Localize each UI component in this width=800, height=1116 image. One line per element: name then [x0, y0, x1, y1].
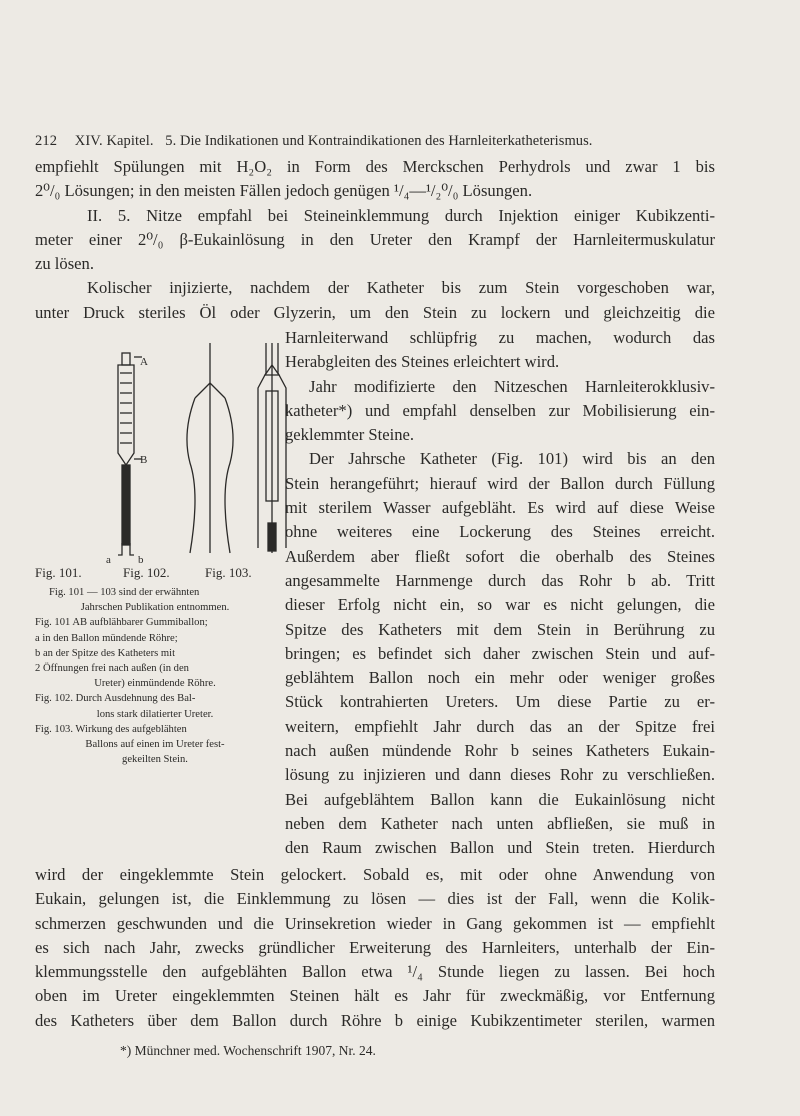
section-title: 5. Die Indikationen und Kontraindikationen des Harnleiterkatheterismus. — [165, 133, 593, 149]
side-paragraphs — [285, 326, 715, 861]
text-line: oben im Ureter eingeklemmten Steinen hält es Jahr für zweckmäßig, vor Entfernung — [35, 986, 715, 1006]
text-line: dieser Erfolg nicht ein, so war es nicht gelungen, die — [285, 595, 715, 615]
text-line: zu lösen. — [35, 254, 94, 274]
fig-101-label: Fig. 101. — [35, 565, 82, 580]
text-line: schmerzen geschwunden und die Urinsekretion wieder in Gang gekommen ist — empfiehlt — [35, 913, 715, 933]
label-a: a — [106, 554, 111, 566]
text-line: bringen; es befindet sich daher zwischen Stein und auf- — [285, 643, 715, 663]
text-line: angesammelte Harnmenge durch das Rohr b ab. Tritt — [285, 570, 715, 590]
label-A: A — [140, 356, 148, 368]
text-line: Herabgleiten des Steines erleichtert wird. — [285, 352, 560, 372]
text-line: geklemmter Steine. — [285, 425, 415, 445]
caption-line: Fig. 101 — 103 sind der erwähnten — [49, 587, 200, 598]
text-line: den Raum zwischen Ballon und Stein treten. Hierdurch — [285, 838, 715, 858]
fig-102-label: Fig. 102. — [123, 565, 170, 580]
text-line: wird der eingeklemmte Stein gelockert. Sobald es, mit oder ohne Anwendung von — [35, 865, 715, 884]
text-line: es sich nach Jahr, zwecks gründlicher Erweiterung des Harnleiters, unterhalb der Ein- — [35, 937, 715, 957]
fig-103-label: Fig. 103. — [205, 565, 252, 580]
text-line: geblähtem Ballon noch ein mehr oder weniger großes — [285, 668, 715, 688]
caption-line: b an der Spitze des Katheters mit — [35, 647, 176, 659]
chapter-label: XIV. Kapitel. — [74, 133, 154, 149]
bottom-paragraphs — [35, 863, 715, 1033]
text-line: Außerdem aber fließt sofort die oberhalb des Steines — [285, 546, 715, 566]
text-line: Jahr modifizierte den Nitzeschen Harnleiterokklusiv- — [309, 376, 715, 396]
text-line: mit sterilem Wasser aufgebläht. Es wird auf diese Weise — [285, 498, 715, 518]
text-line: Spitze des Katheters mit dem Stein in Berührung zu — [285, 619, 715, 639]
running-head — [35, 133, 715, 150]
footnote: *) Münchner med. Wochenschrift 1907, Nr. 24. — [120, 1043, 376, 1058]
text-line: empfiehlt Spülungen mit H₂O₂ in Form des Merckschen Perhydrols und zwar 1 bis — [35, 157, 715, 176]
catheter-figures — [100, 343, 290, 568]
caption-line: Fig. 101 AB aufblähbarer Gummiballon; — [35, 617, 208, 629]
label-B: B — [140, 454, 148, 466]
text-line: katheter*) und empfahl denselben zur Mobilisierung ein- — [285, 400, 715, 420]
text-line: 2⁰/₀ Lösungen; in den meisten Fällen jedoch genügen ¹/₄—¹/₂⁰/₀ Lösungen. — [35, 181, 533, 201]
caption-line: Fig. 102. Durch Ausdehnung des Bal- — [35, 693, 196, 705]
caption-line: a in den Ballon mündende Röhre; — [35, 632, 178, 644]
caption-line: Fig. 103. Wirkung des aufgeblähten — [35, 723, 187, 735]
top-paragraphs — [35, 155, 715, 325]
text-line: lösung zu injizieren und dann dieses Rohr zu verschließen. — [285, 765, 715, 785]
text-line: Kolischer injizierte, nachdem der Katheter bis zum Stein vorgeschoben war, — [87, 278, 715, 298]
caption-line: 2 Öffnungen frei nach außen (in den — [35, 663, 189, 675]
caption-line: Jahrschen Publikation entnommen. — [80, 602, 230, 614]
caption-line: lons stark dilatierter Ureter. — [96, 708, 214, 720]
text-line: nach außen mündende Rohr b seines Katheters Eukain- — [285, 741, 715, 761]
catheter-illustration — [100, 343, 290, 568]
text-line: weitern, empfiehlt Jahr durch das an der Spitze frei — [285, 716, 715, 736]
caption-line: gekeilten Stein. — [122, 754, 188, 766]
text-line: Stück kontrahierten Ureters. Um diese Partie zu er- — [285, 692, 715, 712]
caption-line: Ballons auf einen im Ureter fest- — [85, 739, 225, 751]
text-line: unter Druck steriles Öl oder Glyzerin, um den Stein zu lockern und gleichzeitig die — [35, 302, 715, 322]
text-line: ohne weiteres eine Lockerung des Steines erreicht. — [285, 522, 715, 542]
text-line: Bei aufgeblähtem Ballon kann die Eukainlösung nicht — [285, 789, 715, 809]
text-line: Eukain, gelungen ist, die Einklemmung zu lösen — dies ist der Fall, wenn die Kolik- — [35, 889, 715, 909]
text-line: neben dem Katheter nach unten abfließen, sie muß in — [285, 813, 715, 833]
text-line: meter einer 2⁰/₀ β-Eukainlösung in den Ureter den Krampf der Harnleitermuskulatur — [35, 229, 715, 249]
text-line: klemmungsstelle den aufgeblähten Ballon etwa ¹/₄ Stunde liegen zu lassen. Bei hoch — [35, 962, 715, 982]
text-line: II. 5. Nitze empfahl bei Steineinklemmung durch Injektion einiger Kubikzenti- — [87, 205, 715, 225]
text-line: des Katheters über dem Ballon durch Röhre b einige Kubikzentimeter sterilen, warmen — [35, 1010, 715, 1030]
text-line: Der Jahrsche Katheter (Fig. 101) wird bis an den — [309, 449, 715, 469]
page-number: 212 — [35, 133, 58, 149]
text-line: Stein herangeführt; hierauf wird der Ballon durch Füllung — [285, 473, 715, 493]
label-b: b — [138, 554, 144, 566]
caption-line: Ureter) einmündende Röhre. — [94, 678, 216, 690]
figure-caption — [35, 585, 275, 767]
text-line: Harnleiterwand schlüpfrig zu machen, wodurch das — [285, 328, 715, 347]
